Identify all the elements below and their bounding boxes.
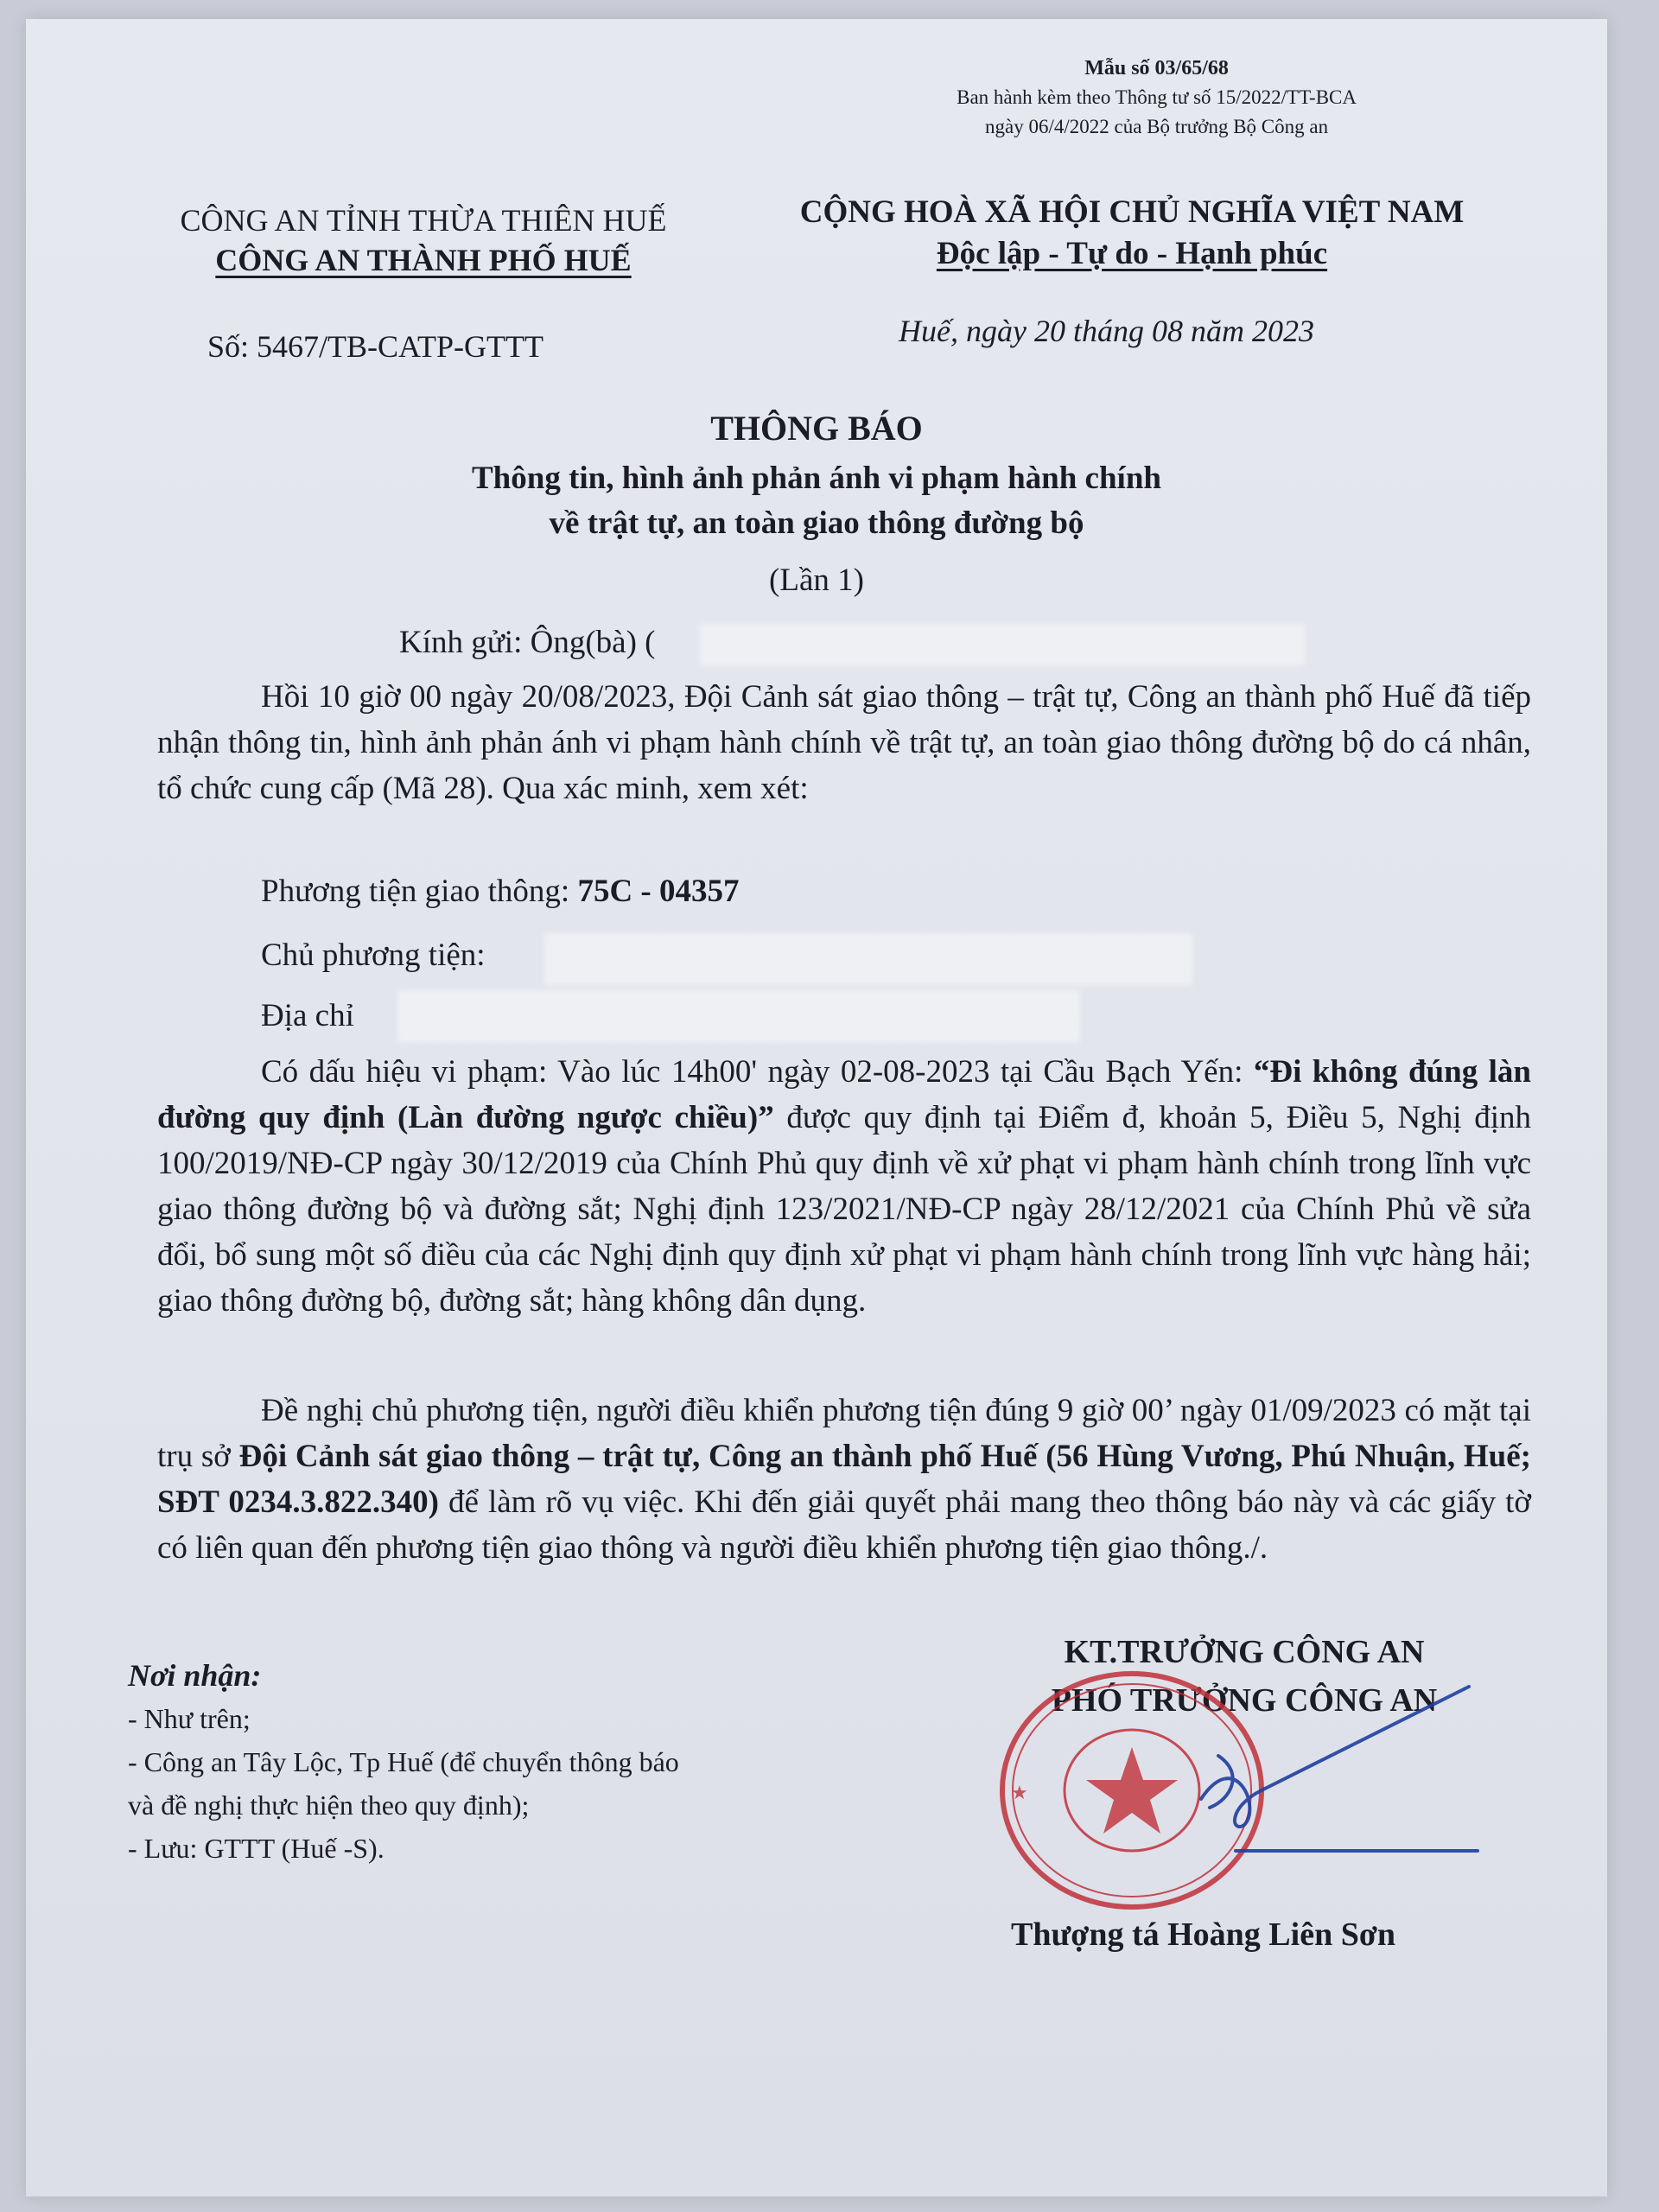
redacted-address: [397, 990, 1080, 1042]
document-title: THÔNG BÁO: [710, 409, 923, 448]
form-code: Mẫu số 03/65/68: [1084, 57, 1229, 79]
vehicle-label: Phương tiện giao thông:: [261, 874, 578, 909]
salutation: Kính gửi: Ông(bà) (: [399, 625, 656, 660]
redacted-owner: [544, 933, 1192, 985]
org-parent: CÔNG AN TỈNH THỪA THIÊN HUẾ: [180, 203, 667, 238]
request-lead: Đề nghị chủ phương tiện, người điều khiển phương tiện đúng 9 giờ 00’ ngày 01/09/2023 có mặt tại trụ sở: [157, 1393, 1531, 1474]
recipients-heading: Nơi nhận:: [128, 1658, 262, 1693]
vehicle-plate: 75C - 04357: [577, 874, 740, 909]
document-number: Số: 5467/TB-CATP-GTTT: [207, 329, 544, 364]
paragraph-violation: [157, 1049, 1531, 1324]
nation-motto: Độc lập - Tự do - Hạnh phúc: [936, 236, 1328, 271]
paragraph-intro: Hồi 10 giờ 00 ngày 20/08/2023, Đội Cảnh sát giao thông – trật tự, Công an thành phố Huế đã tiếp nhận thông tin, hình ảnh phản ánh vi phạm hành chính về trật tự, an toàn giao thông đường bộ do cá nhân, tổ chức cung cấp (Mã 28). Qua xác minh, xem xét:: [157, 679, 1531, 806]
org-name: CÔNG AN THÀNH PHỐ HUẾ: [215, 243, 632, 277]
document-date: Huế, ngày 20 tháng 08 năm 2023: [899, 314, 1314, 348]
notice-round: (Lần 1): [769, 563, 864, 598]
form-basis-line1: Ban hành kèm theo Thông tư số 15/2022/TT-BCA: [957, 86, 1357, 108]
form-basis-line2: ngày 06/4/2022 của Bộ trưởng Bộ Công an: [985, 116, 1329, 137]
nation-name: CỘNG HOÀ XÃ HỘI CHỦ NGHĨA VIỆT NAM: [799, 194, 1465, 230]
signature-title-2: PHÓ TRƯỞNG CÔNG AN: [1051, 1682, 1438, 1719]
redacted-name: [700, 624, 1305, 665]
address-line: [261, 997, 354, 1034]
paragraph-request: [157, 1388, 1531, 1571]
address-label: Địa chỉ: [261, 998, 354, 1033]
document-page: [26, 19, 1607, 2196]
owner-line: [261, 937, 486, 974]
request-rest: để làm rõ vụ việc. Khi đến giải quyết phải mang theo thông báo này và các giấy tờ có liên quan đến phương tiện giao thông và người điều khiển phương tiện giao thông./.: [157, 1484, 1531, 1566]
recipient-item: - Công an Tây Lộc, Tp Huế (để chuyển thông báo: [128, 1746, 679, 1777]
national-header: [743, 192, 1521, 275]
recipient-item: - Như trên;: [128, 1703, 251, 1734]
violation-lead: Có dấu hiệu vi phạm: Vào lúc 14h00' ngày 02-08-2023 tại Cầu Bạch Yến:: [261, 1054, 1254, 1090]
vehicle-line: [261, 873, 740, 910]
form-reference: [957, 54, 1357, 142]
violation-offense: “Đi không đúng làn đường quy định (Làn đường ngược chiều)”: [157, 1054, 1531, 1135]
document-subtitle-2: về trật tự, an toàn giao thông đường bộ: [549, 505, 1084, 541]
request-office: Đội Cảnh sát giao thông – trật tự, Công an thành phố Huế (56 Hùng Vương, Phú Nhuận, Huế; SĐT 0234.3.822.340): [157, 1439, 1531, 1520]
handwritten-signature-icon: [1184, 1678, 1512, 1868]
violation-legal-basis: được quy định tại Điểm đ, khoản 5, Điều 5, Nghị định 100/2019/NĐ-CP ngày 30/12/2019 của Chính Phủ quy định về xử phạt vi phạm hành chính trong lĩnh vực giao thông đường bộ và đường sắt; Nghị định 123/2021/NĐ-CP ngày 28/12/2021 của Chính Phủ về sửa đổi, bổ sung một số điều của các Nghị định quy định xử phạt vi phạm hành chính trong lĩnh vực hàng hải; giao thông đường bộ, đường sắt; hàng không dân dụng.: [157, 1100, 1532, 1319]
document-subtitle-1: Thông tin, hình ảnh phản ánh vi phạm hành chính: [472, 461, 1161, 496]
signer-name: Thượng tá Hoàng Liên Sơn: [1011, 1916, 1396, 1953]
recipient-item: và đề nghị thực hiện theo quy định);: [128, 1789, 530, 1821]
owner-label: Chủ phương tiện:: [261, 938, 486, 973]
recipient-item: - Lưu: GTTT (Huế -S).: [128, 1833, 385, 1864]
recipients-block: [128, 1654, 679, 1870]
issuing-organization: [130, 200, 717, 280]
signature-title-1: KT.TRƯỞNG CÔNG AN: [1064, 1634, 1425, 1670]
svg-text:★: ★: [1011, 1783, 1028, 1804]
